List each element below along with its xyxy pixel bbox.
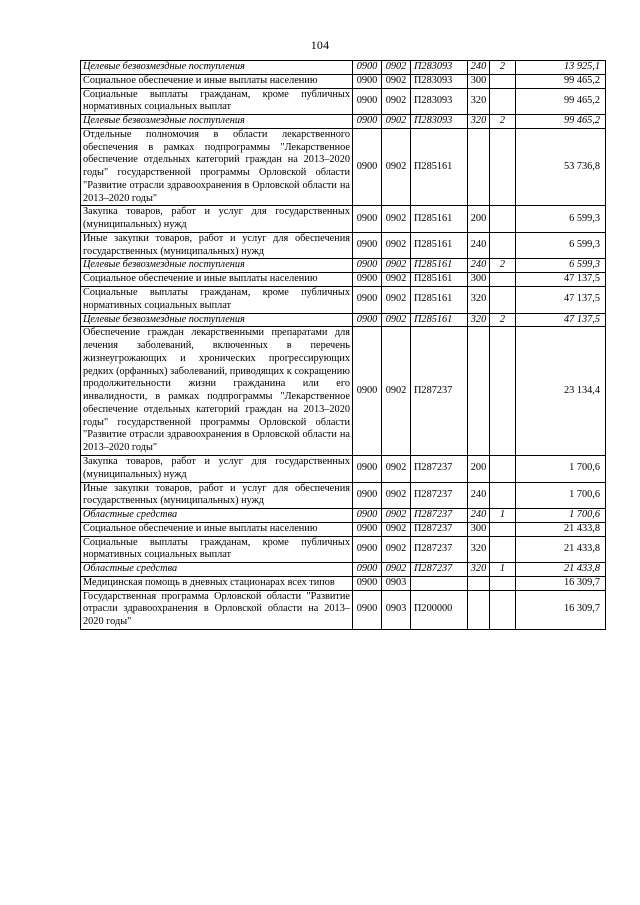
row-admin-code: 0900 [353,128,382,206]
row-funding-source: 2 [490,259,516,273]
row-section-code: 0902 [382,206,411,233]
row-admin-code: 0900 [353,590,382,629]
row-section-code: 0902 [382,273,411,287]
row-admin-code: 0900 [353,287,382,314]
row-funding-source [490,74,516,88]
row-amount: 1 700,6 [516,455,606,482]
table-row [81,232,606,259]
row-target-code: П283093 [411,74,468,88]
row-expense-type: 320 [468,536,490,563]
table-row [81,522,606,536]
row-target-code: П285161 [411,287,468,314]
row-description: Социальное обеспечение и иные выплаты населению [81,522,353,536]
row-target-code: П285161 [411,259,468,273]
row-admin-code: 0900 [353,327,382,456]
row-funding-source [490,482,516,509]
row-expense-type: 300 [468,522,490,536]
row-expense-type: 320 [468,563,490,577]
row-amount: 21 433,8 [516,536,606,563]
row-description: Целевые безвозмездные поступления [81,115,353,129]
row-amount: 21 433,8 [516,563,606,577]
row-section-code: 0902 [382,313,411,327]
table-row [81,128,606,206]
row-funding-source [490,536,516,563]
row-funding-source [490,88,516,115]
row-section-code: 0902 [382,232,411,259]
row-funding-source: 2 [490,115,516,129]
row-funding-source [490,327,516,456]
row-target-code: П287237 [411,522,468,536]
table-row [81,327,606,456]
row-expense-type: 320 [468,313,490,327]
row-target-code: П287237 [411,482,468,509]
row-admin-code: 0900 [353,115,382,129]
table-row [81,482,606,509]
row-amount: 99 465,2 [516,74,606,88]
row-admin-code: 0900 [353,536,382,563]
row-target-code: П285161 [411,128,468,206]
row-amount: 47 137,5 [516,287,606,314]
row-admin-code: 0900 [353,259,382,273]
table-row [81,273,606,287]
row-description: Областные средства [81,509,353,523]
table-body [81,61,606,630]
row-description: Иные закупки товаров, работ и услуг для обеспечения государственных (муниципальных) нужд [81,482,353,509]
row-admin-code: 0900 [353,61,382,75]
budget-table [80,60,606,630]
page-number: 104 [310,38,330,52]
table-row [81,590,606,629]
row-description: Иные закупки товаров, работ и услуг для обеспечения государственных (муниципальных) нужд [81,232,353,259]
row-description: Социальное обеспечение и иные выплаты населению [81,74,353,88]
row-expense-type: 240 [468,232,490,259]
row-expense-type [468,576,490,590]
table-row [81,576,606,590]
row-description: Целевые безвозмездные поступления [81,313,353,327]
row-description: Медицинская помощь в дневных стационарах всех типов [81,576,353,590]
row-description: Государственная программа Орловской области "Развитие отрасли здравоохранения в Орловской области на 2013–2020 годы" [81,590,353,629]
row-amount: 13 925,1 [516,61,606,75]
row-target-code: П200000 [411,590,468,629]
row-amount: 16 309,7 [516,576,606,590]
row-expense-type: 300 [468,74,490,88]
row-admin-code: 0900 [353,522,382,536]
row-target-code: П285161 [411,232,468,259]
row-admin-code: 0900 [353,74,382,88]
row-description: Обеспечение граждан лекарственными препаратами для лечения заболеваний, включенных в перечень жизнеугрожающих и хронических прогрессирующих редких (орфанных) заболеваний, приводящих к сокращению продолжительности жизни гражданина или его инвалидности, в рамках подпрограммы "Лекарственное обеспечение отдельных категорий граждан на 2013–2020 годы" государственной программы Орловской области "Развитие отрасли здравоохранения в Орловской области на 2013–2020 годы" [81,327,353,456]
row-amount: 21 433,8 [516,522,606,536]
row-section-code: 0903 [382,576,411,590]
row-funding-source [490,273,516,287]
table-row [81,563,606,577]
row-funding-source: 1 [490,563,516,577]
row-funding-source: 2 [490,61,516,75]
row-amount: 1 700,6 [516,482,606,509]
row-section-code: 0902 [382,522,411,536]
row-admin-code: 0900 [353,563,382,577]
row-section-code: 0902 [382,115,411,129]
row-funding-source [490,287,516,314]
row-expense-type: 320 [468,115,490,129]
row-target-code: П287237 [411,536,468,563]
row-description: Закупка товаров, работ и услуг для государственных (муниципальных) нужд [81,206,353,233]
table-row [81,61,606,75]
row-section-code: 0902 [382,128,411,206]
row-target-code: П287237 [411,563,468,577]
row-description: Целевые безвозмездные поступления [81,259,353,273]
row-expense-type: 300 [468,273,490,287]
table-row [81,259,606,273]
row-expense-type: 240 [468,259,490,273]
row-amount: 1 700,6 [516,509,606,523]
row-amount: 53 736,8 [516,128,606,206]
row-funding-source [490,128,516,206]
row-description: Социальные выплаты гражданам, кроме публичных нормативных социальных выплат [81,287,353,314]
row-amount: 47 137,5 [516,313,606,327]
table-row [81,509,606,523]
row-section-code: 0903 [382,590,411,629]
row-section-code: 0902 [382,327,411,456]
row-target-code: П285161 [411,313,468,327]
row-amount: 6 599,3 [516,206,606,233]
row-funding-source [490,232,516,259]
table-row [81,313,606,327]
table-row [81,115,606,129]
row-funding-source [490,455,516,482]
row-description: Отдельные полномочия в области лекарственного обеспечения в рамках подпрограммы "Лекарственное обеспечение отдельных категорий граждан на 2013–2020 годы" государственной программы Орловской области "Развитие отрасли здравоохранения в Орловской области на 2013–2020 годы" [81,128,353,206]
row-description: Социальные выплаты гражданам, кроме публичных нормативных социальных выплат [81,88,353,115]
row-expense-type: 200 [468,455,490,482]
row-section-code: 0902 [382,536,411,563]
row-admin-code: 0900 [353,576,382,590]
row-admin-code: 0900 [353,232,382,259]
row-target-code: П283093 [411,88,468,115]
table-row [81,287,606,314]
row-admin-code: 0900 [353,206,382,233]
row-funding-source [490,522,516,536]
row-description: Социальное обеспечение и иные выплаты населению [81,273,353,287]
row-amount: 99 465,2 [516,88,606,115]
row-admin-code: 0900 [353,509,382,523]
row-admin-code: 0900 [353,273,382,287]
table-row [81,455,606,482]
row-section-code: 0902 [382,455,411,482]
row-admin-code: 0900 [353,88,382,115]
row-section-code: 0902 [382,74,411,88]
row-expense-type: 240 [468,61,490,75]
row-section-code: 0902 [382,509,411,523]
table-row [81,536,606,563]
row-amount: 23 134,4 [516,327,606,456]
row-funding-source: 2 [490,313,516,327]
row-amount: 6 599,3 [516,259,606,273]
row-section-code: 0902 [382,259,411,273]
row-target-code: П283093 [411,61,468,75]
row-expense-type: 320 [468,88,490,115]
row-section-code: 0902 [382,482,411,509]
row-expense-type [468,327,490,456]
row-funding-source [490,590,516,629]
row-target-code: П287237 [411,327,468,456]
row-expense-type: 320 [468,287,490,314]
row-description: Закупка товаров, работ и услуг для государственных (муниципальных) нужд [81,455,353,482]
row-funding-source [490,206,516,233]
table-row [81,88,606,115]
row-amount: 16 309,7 [516,590,606,629]
row-description: Социальные выплаты гражданам, кроме публичных нормативных социальных выплат [81,536,353,563]
row-admin-code: 0900 [353,313,382,327]
row-amount: 99 465,2 [516,115,606,129]
row-admin-code: 0900 [353,482,382,509]
row-expense-type [468,590,490,629]
row-target-code: П287237 [411,455,468,482]
row-expense-type: 200 [468,206,490,233]
row-amount: 6 599,3 [516,232,606,259]
row-expense-type: 240 [468,482,490,509]
row-description: Областные средства [81,563,353,577]
row-section-code: 0902 [382,61,411,75]
table-row [81,74,606,88]
table-row [81,206,606,233]
row-expense-type [468,128,490,206]
row-target-code: П285161 [411,206,468,233]
row-funding-source: 1 [490,509,516,523]
row-description: Целевые безвозмездные поступления [81,61,353,75]
row-section-code: 0902 [382,287,411,314]
row-amount: 47 137,5 [516,273,606,287]
row-funding-source [490,576,516,590]
row-expense-type: 240 [468,509,490,523]
row-target-code: П287237 [411,509,468,523]
row-section-code: 0902 [382,88,411,115]
row-target-code [411,576,468,590]
row-section-code: 0902 [382,563,411,577]
row-target-code: П283093 [411,115,468,129]
row-admin-code: 0900 [353,455,382,482]
row-target-code: П285161 [411,273,468,287]
